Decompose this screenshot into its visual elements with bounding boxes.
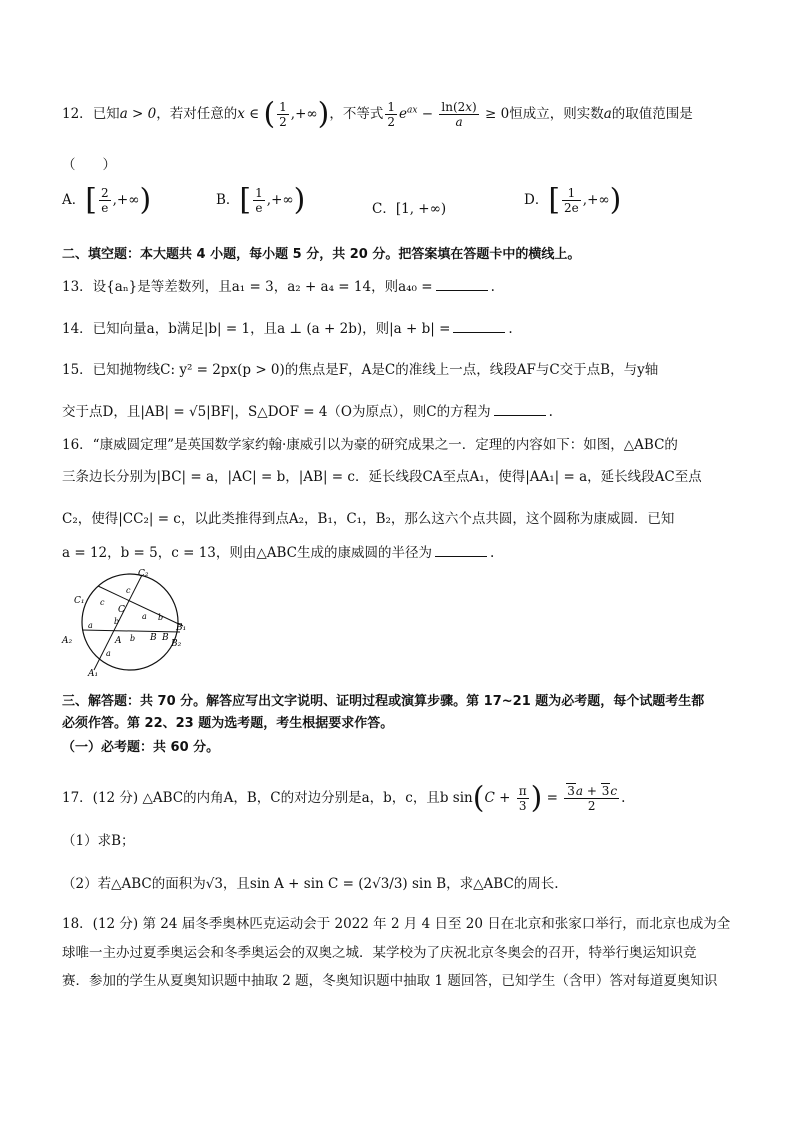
q12-number: 12． [62, 106, 93, 122]
label-a2: A₂ [62, 636, 73, 646]
label-side-b3: b [158, 613, 164, 622]
q17-part2: （2）若△ABC的面积为√3，且sin A + sin C = (2√3/3) sin B，求△ABC的周长. [62, 876, 559, 892]
q16-line4: a = 12，b = 5，c = 13，则由△ABC生成的康威圆的半径为 . [62, 545, 495, 561]
sub-heading-required: （一）必考题：共 60 分。 [62, 740, 220, 755]
q12-text-d: 恒成立，则实数 [509, 106, 604, 122]
q12-option-c [372, 197, 446, 217]
q12-text-b: ，若对任意的 [156, 106, 238, 122]
q12-condition: a > 0 [119, 106, 157, 122]
label-c2: C₂ [138, 569, 149, 579]
q12-option-d [524, 182, 622, 218]
label-a: A [115, 636, 122, 646]
q12-text-c: ，不等式 [329, 106, 384, 122]
q15-blank [494, 403, 546, 416]
q17-stem [62, 780, 626, 816]
label-c1: C₁ [74, 596, 85, 606]
label-side-a1: a [142, 612, 147, 621]
label-b: B [150, 633, 157, 643]
q13: 13．设{aₙ}是等差数列，且a₁ = 3，a₂ + a₄ = 14，则a₄₀ = . [62, 279, 495, 295]
option-c-value: [1, +∞) [395, 201, 447, 217]
q17-equation: = $\frac{3a + 3c}{2}$ . [542, 784, 626, 813]
label-side-a2: a [88, 621, 93, 630]
q17-part1: （1）求B； [62, 833, 135, 849]
q16-line2: 三条边长分别为|BC| = a，|AC| = b，|AB| = c．延长线段CA至点A₁，使得|AA₁| = a，延长线段AC至点 [62, 469, 702, 485]
q17-paren: (C + $\frac{\pi}{3}$ ) [472, 780, 543, 816]
section3-line2: 必须作答。第 22、23 题为选考题，考生根据要求作答。 [62, 716, 394, 731]
q12-interval: x ∈ ( $\frac{1}{2}$ ,+∞) [237, 96, 330, 132]
q13-blank [436, 278, 488, 291]
option-a-value: [ $\frac{2}{e}$ ,+∞) [85, 182, 152, 218]
q12-text-a: 已知 [92, 106, 120, 122]
q14-text: 14．已知向量a，b满足|b| = 1，且a ⊥ (a + 2b)，则|a + b| = [62, 321, 451, 337]
q12-text-e: 的取值范围是 [611, 106, 693, 122]
option-c-label: C． [372, 201, 396, 217]
q15-line2: 交于点D，且|AB| = √5|BF|，S△DOF = 4（O为原点），则C的方程为 . [62, 404, 553, 420]
q15-line1: 15．已知抛物线C: y² = 2px(p > 0)的焦点是F，A是C的准线上一点，线段AF与C交于点B，与y轴 [62, 362, 659, 378]
option-a-label: A． [62, 192, 86, 208]
line-a2-b2 [82, 630, 180, 632]
q12-stem [62, 96, 693, 132]
q18-line2: 球唯一主办过夏季奥运会和冬季奥运会的双奥之城．某学校为了庆祝北京冬奥会的召开，特举行奥运知识竞 [62, 945, 697, 961]
q16-line3: C₂，使得|CC₂| = c，以此类推得到点A₂，B₁，C₁，B₂，那么这六个点共圆，这个圆称为康威圆．已知 [62, 511, 675, 527]
q12-inequality: $\frac{1}{2}$ $e^{ax}$ − $\frac{\ln(2x)}{a}$ ≥ 0 [387, 100, 510, 129]
label-a1: A₁ [88, 669, 99, 679]
option-d-value: [ $\frac{1}{2e}$ ,+∞) [548, 182, 622, 218]
line-c1-b1 [98, 586, 183, 626]
q14: 14．已知向量a，b满足|b| = 1，且a ⊥ (a + 2b)，则|a + b| = . [62, 321, 513, 337]
section2-heading: 二、填空题：本大题共 4 小题，每小题 5 分，共 20 分。把答案填在答题卡中的横线上。 [62, 247, 581, 262]
q12-option-b [216, 182, 306, 218]
q12-var: a [603, 106, 612, 122]
q13-text: 13．设{aₙ}是等差数列，且a₁ = 3，a₂ + a₄ = 14，则a₄₀ = [62, 279, 433, 295]
conway-circle-diagram [58, 562, 198, 682]
label-side-c1: c [100, 598, 105, 607]
q15-line2-text: 交于点D，且|AB| = √5|BF|，S△DOF = 4（O为原点），则C的方程为 [62, 404, 491, 420]
label-c: C [118, 605, 125, 615]
label-side-a3: a [106, 649, 111, 658]
q14-blank [453, 320, 505, 333]
q16-line4-text: a = 12，b = 5，c = 13，则由△ABC生成的康威圆的半径为 [62, 545, 433, 561]
option-b-value: [ $\frac{1}{e}$ ,+∞) [239, 182, 306, 218]
q16-line1: 16．“康威圆定理”是英国数学家约翰·康威引以为豪的研究成果之一．定理的内容如下：如图，△ABC的 [62, 437, 678, 453]
q18-line1: 18．(12 分) 第 24 届冬季奥林匹克运动会于 2022 年 2 月 4 日至 20 日在北京和张家口举行，而北京也成为全 [62, 916, 731, 932]
q18-line3: 赛．参加的学生从夏奥知识题中抽取 2 题，冬奥知识题中抽取 1 题回答，已知学生（含甲）答对每道夏奥知识 [62, 973, 718, 989]
option-b-label: B． [216, 192, 240, 208]
q17-text: 17．(12 分) △ABC的内角A，B，C的对边分别是a，b，c，且b sin [62, 790, 473, 806]
label-side-c2: c [126, 586, 131, 595]
q12-option-a [62, 182, 152, 218]
option-d-label: D． [524, 192, 549, 208]
label-side-b1: b [114, 617, 120, 626]
section3-line1: 三、解答题：共 70 分。解答应写出文字说明、证明过程或演算步骤。第 17~21 题为必考题，每个试题考生都 [62, 694, 705, 709]
label-b2: B₂ [171, 639, 182, 649]
label-side-b2: b [130, 634, 136, 643]
q16-blank [435, 544, 487, 557]
q12-paren: （ ） [62, 157, 116, 173]
label-b-dup: B [162, 633, 169, 643]
label-b1: B₁ [176, 623, 187, 633]
